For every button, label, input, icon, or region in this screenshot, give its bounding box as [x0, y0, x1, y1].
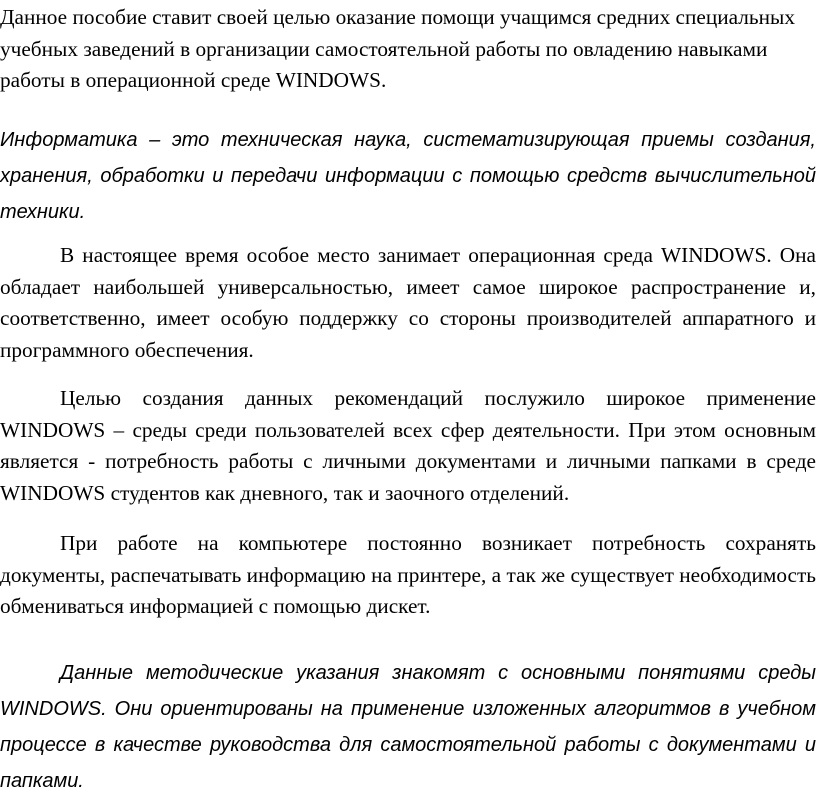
- guidelines-paragraph: Данные методические указания знакомят с основными понятиями среды WINDOWS. Они ориентированы на применение изложенных алгоритмов в учебном процессе в качестве руководства для самостоятельной работы с документами и папками.: [0, 662, 816, 792]
- definition-paragraph: Информатика – это техническая наука, систематизирующая приемы создания, хранения, обработки и передачи информации с помощью средств вычислительной техники.: [0, 129, 816, 223]
- windows-paragraph: В настоящее время особое место занимает операционная среда WINDOWS. Она обладает наибольшей универсальностью, имеет самое широкое распространение и, соответственно, имеет особую поддержку со стороны производителей аппаратного и программного обеспечения.: [0, 243, 816, 362]
- computer-work-paragraph: При работе на компьютере постоянно возникает потребность сохранять документы, распечатывать информацию на принтере, а так же существует необходимость обмениваться информацией с помощью дискет.: [0, 531, 816, 618]
- purpose-paragraph: Целью создания данных рекомендаций послужило широкое применение WINDOWS – среды среди пользователей всех сфер деятельности. При этом основным является - потребность работы с личными документами и личными папками в среде WINDOWS студентов как дневного, так и заочного отделений.: [0, 386, 816, 505]
- intro-paragraph: Данное пособие ставит своей целью оказание помощи учащимся средних специальных учебных заведений в организации самостоятельной работы по овладению навыками работы в операционной среде WINDOWS.: [0, 5, 795, 92]
